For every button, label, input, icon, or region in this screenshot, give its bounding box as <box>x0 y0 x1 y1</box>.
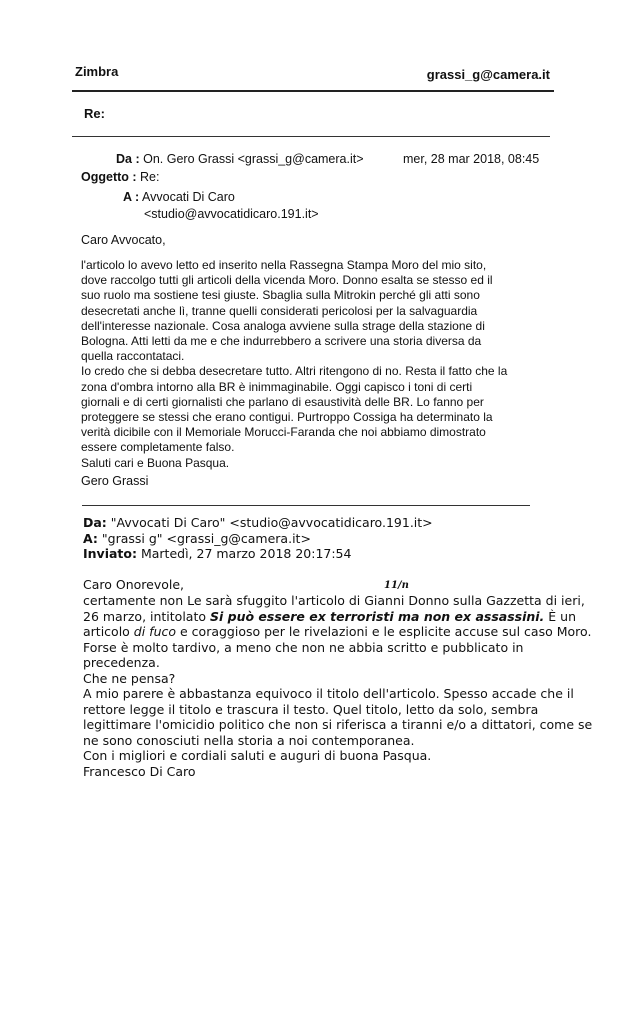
forward-body <box>83 593 593 779</box>
forward-line-part: articolo <box>83 624 134 639</box>
signature: Gero Grassi <box>81 474 149 488</box>
forward-line-part: e coraggioso per le rivelazioni e le esplicite accuse sul caso Moro. <box>176 624 592 639</box>
forward-from-value: "Avvocati Di Caro" <studio@avvocatidicaro.191.it> <box>110 515 433 530</box>
account-email: grassi_g@camera.it <box>426 67 550 82</box>
forward-to-label: A: <box>83 531 98 546</box>
forward-sent-label: Inviato: <box>83 546 137 561</box>
to-row <box>123 189 235 205</box>
body-line: giornali e di certi giornalisti che parlano di esaustività delle BR. Lo fanno per <box>81 394 484 409</box>
forward-line: Con i migliori e cordiali saluti e auguri di buona Pasqua. <box>83 748 432 763</box>
body-line: essere completamente falso. <box>81 440 235 455</box>
to-value: Avvocati Di Caro <box>142 190 235 204</box>
forward-line: ne sono conosciuti nella storia a noi contemporanea. <box>83 732 415 748</box>
forward-line: Forse è molto tardivo, a meno che non ne abbia scritto e pubblicato in <box>83 639 524 655</box>
greeting: Caro Avvocato, <box>81 233 166 247</box>
body-line: dove raccolgo tutti gli articoli della vicenda Moro. Donno esalta se stesso ed il <box>81 273 493 288</box>
body-line: l'articolo lo avevo letto ed inserito nella Rassegna Stampa Moro del mio sito, <box>81 258 487 272</box>
body-line: Saluti cari e Buona Pasqua. <box>81 455 230 470</box>
forward-line <box>83 608 576 625</box>
body-line: Io credo che si debba desecretare tutto. Altri ritengono di no. Resta il fatto che la <box>81 364 508 379</box>
forward-sent-row <box>83 546 351 562</box>
article-title: Si può essere ex terroristi ma non ex assassini. <box>209 608 545 624</box>
body-line: verità dicibile con il Memoriale Morucci-Faranda che noi abbiamo dimostrato <box>81 425 486 440</box>
forward-line <box>83 624 592 640</box>
forward-greeting: Caro Onorevole, <box>83 577 185 592</box>
message-date: mer, 28 mar 2018, 08:45 <box>403 152 540 166</box>
forward-divider <box>82 505 530 506</box>
forward-line: rettore legge il titolo e trascura il testo. Quel titolo, letto da solo, sembra <box>83 701 539 717</box>
app-name: Zimbra <box>75 64 119 79</box>
forward-line: precedenza. <box>83 655 160 670</box>
from-label: Da : <box>116 152 140 166</box>
forward-to-value: "grassi g" <grassi_g@camera.it> <box>101 531 311 546</box>
forward-line: legittimare l'omicidio politico che non si riferisca a tiranni e/o a dittatori, come se <box>83 717 593 732</box>
to-value-address: <studio@avvocatidicaro.191.it> <box>144 207 319 221</box>
forward-line-part: 26 marzo, intitolato <box>83 608 210 624</box>
forward-to-row <box>83 531 311 547</box>
to-label: A : <box>123 190 140 204</box>
body-line: proteggere se stessi che erano contigui. Purtroppo Cossiga ha determinato la <box>81 410 493 425</box>
forward-line: certamente non Le sarà sfuggito l'articolo di Gianni Donno sulla Gazzetta di ieri, <box>83 593 585 608</box>
forward-sent-value: Martedì, 27 marzo 2018 20:17:54 <box>140 546 352 561</box>
from-row <box>116 151 364 167</box>
handwritten-annotation: 11/n <box>384 580 409 591</box>
forward-from-row <box>83 515 433 531</box>
body-line: suo ruolo ma sostiene tesi giuste. Sbaglia sulla Mitrokin perché gli atti sono <box>81 288 480 303</box>
subject-label: Oggetto : <box>81 170 137 184</box>
forward-signature: Francesco Di Caro <box>83 763 196 779</box>
forward-line-part: È un <box>544 608 576 624</box>
emphasis-text: di fuco <box>133 624 177 639</box>
body-line: desecretati anche lì, tranne quelli considerati pericolosi per la salvaguardia <box>81 303 478 318</box>
body-line: Bologna. Atti letti da me e che indurrebbero a scrivere una storia diversa da <box>81 334 482 349</box>
forward-from-label: Da: <box>83 515 107 530</box>
message-body <box>81 258 521 471</box>
subject-row <box>81 169 159 185</box>
body-line: dell'interesse nazionale. Cosa analoga avviene sulla strage della stazione di <box>81 318 485 333</box>
forward-line: A mio parere è abbastanza equivoco il titolo dell'articolo. Spesso accade che il <box>83 686 574 701</box>
subject-value: Re: <box>140 170 160 184</box>
title-divider <box>72 136 550 137</box>
from-value: On. Gero Grassi <grassi_g@camera.it> <box>143 152 364 166</box>
body-line: quella raccontataci. <box>81 349 185 364</box>
header-divider <box>72 90 554 92</box>
body-line: zona d'ombra intorno alla BR è inimmaginabile. Oggi capisco i toni di certi <box>81 379 473 394</box>
forward-line: Che ne pensa? <box>83 670 176 686</box>
page-title: Re: <box>84 106 105 121</box>
